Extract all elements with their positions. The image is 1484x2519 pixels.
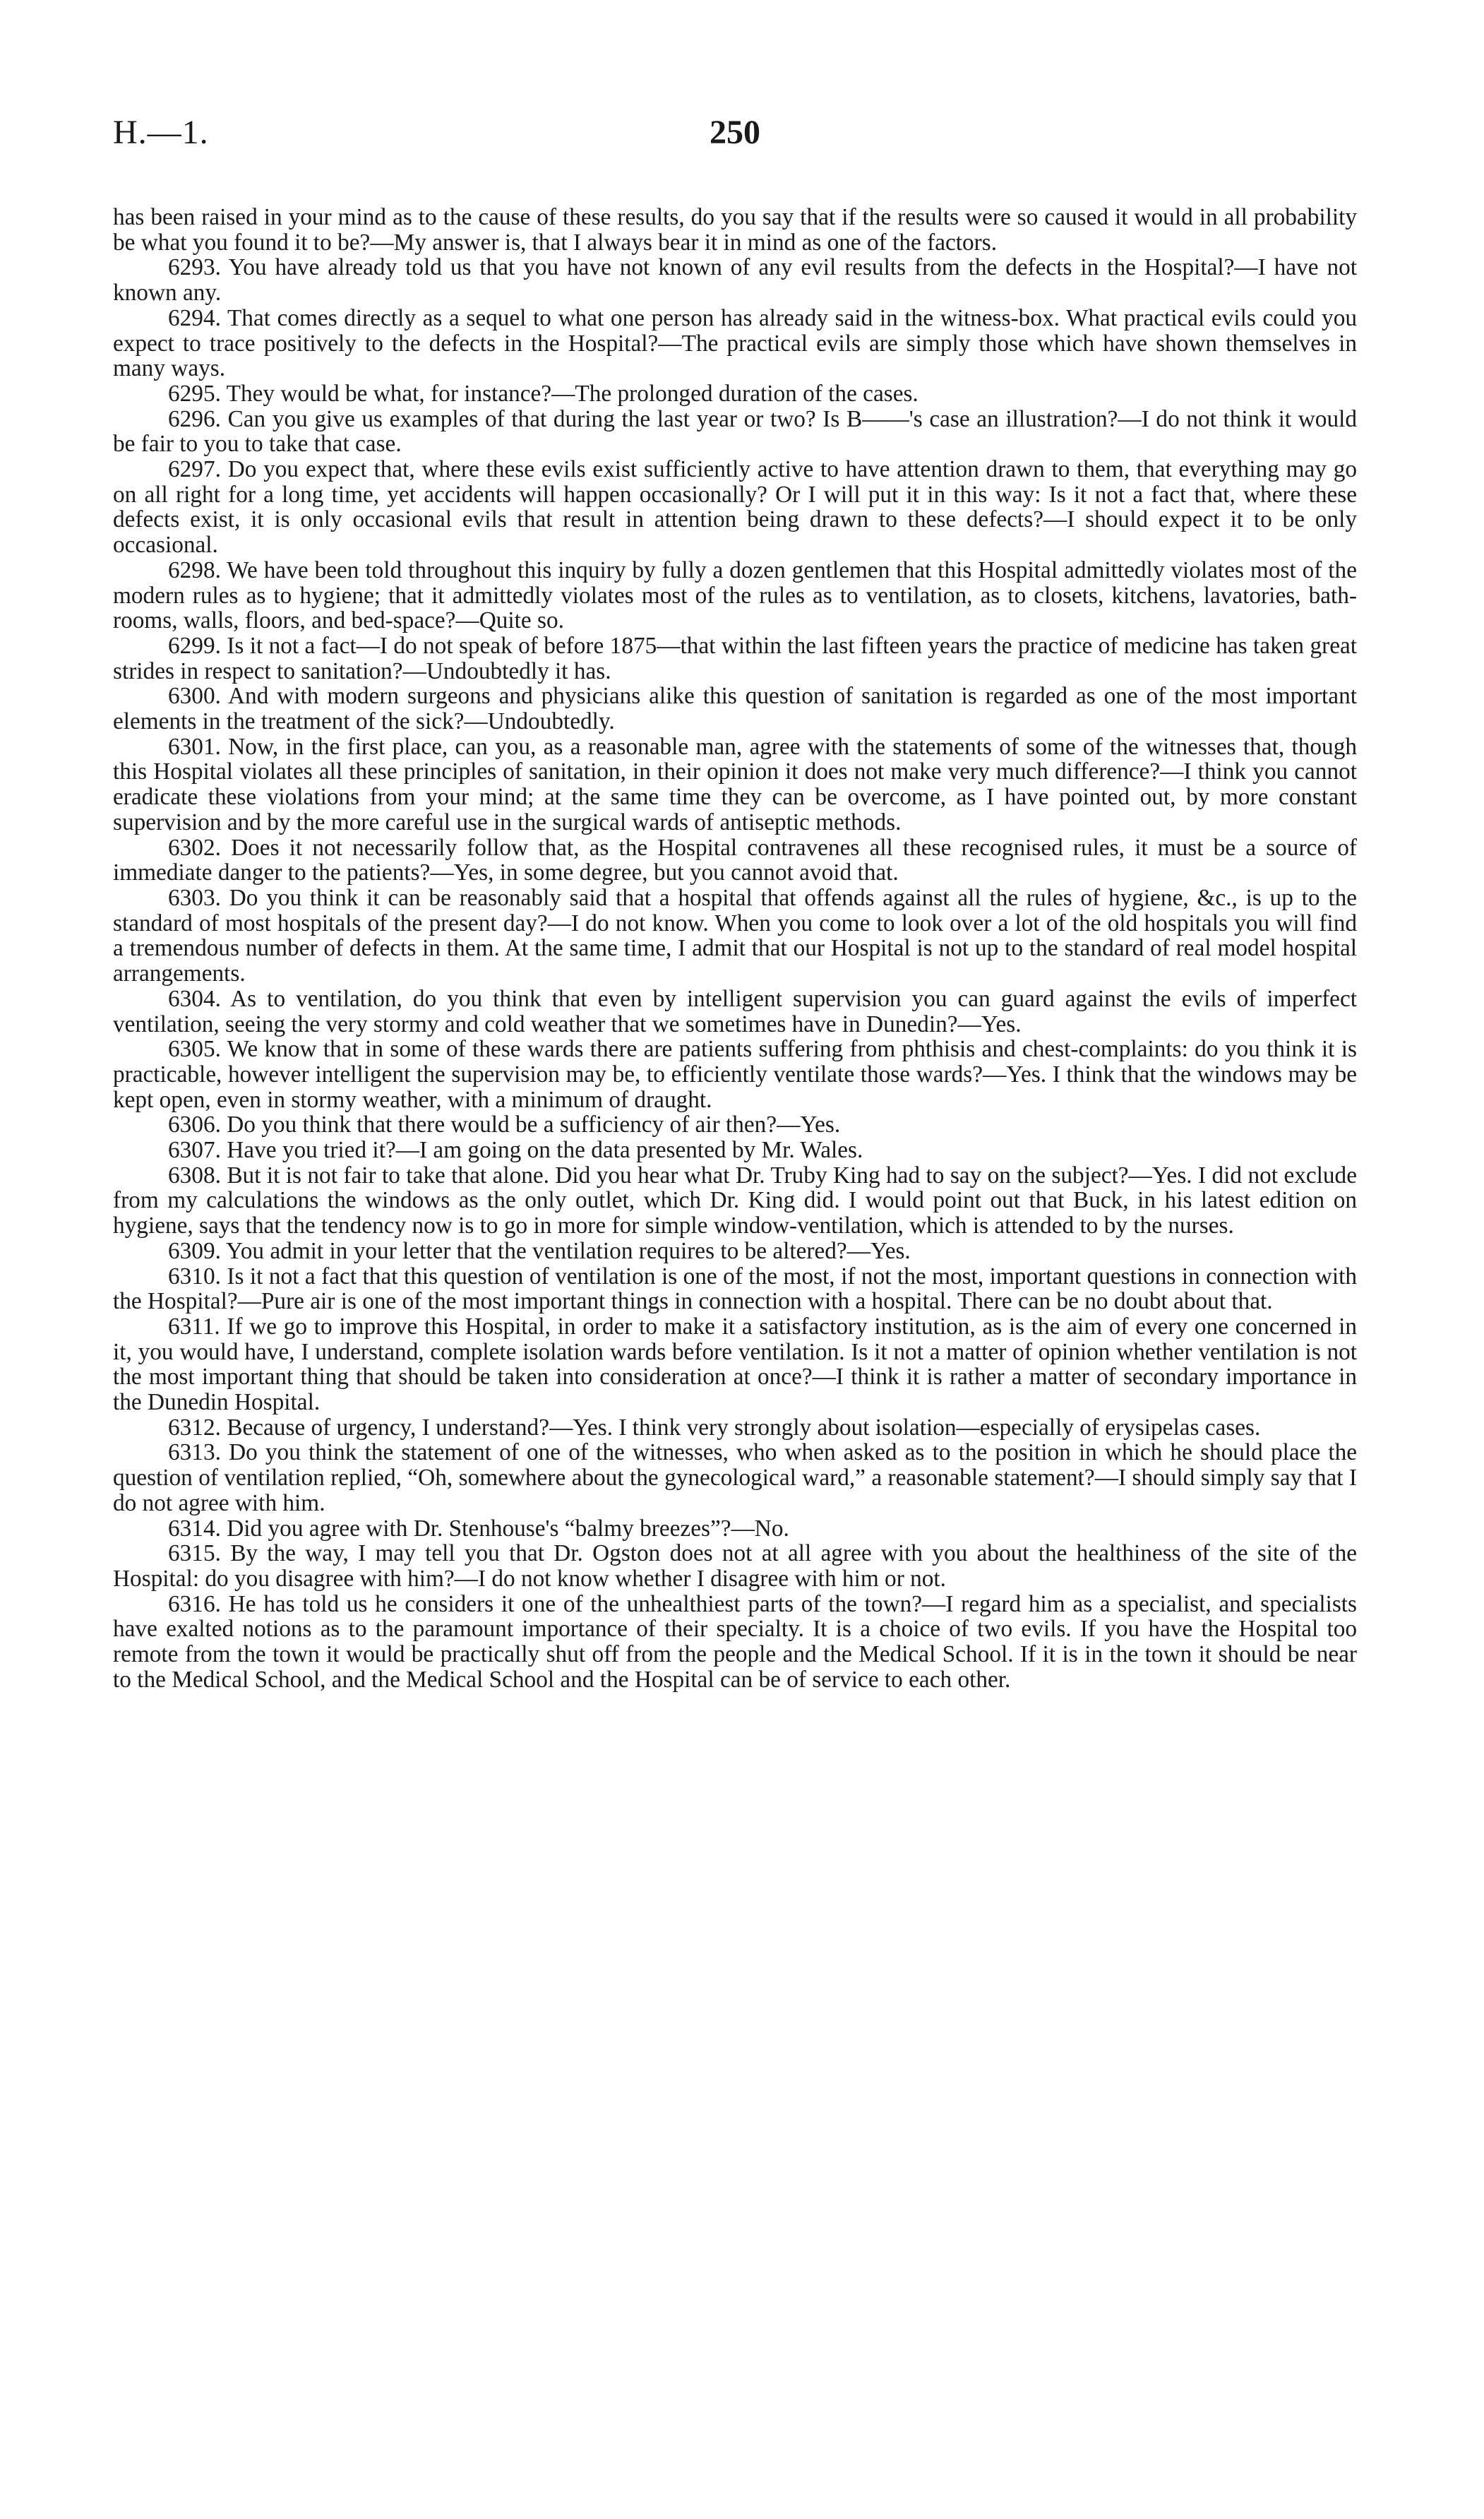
page-header [113, 113, 1357, 177]
question-number: 6299. [168, 632, 221, 659]
question-number: 6308. [168, 1162, 221, 1189]
paragraph-text: If we go to improve this Hospital, in order to make it a satisfactory institution, as is the aim of every one concerned in it, you would have, I understand, complete isolation wards before ventilation. Is it not a matter of opinion whether ventilation is not the most important thing that should be taken into consideration at once?—I think it is rather a matter of secondary importance in the Dunedin Hospital. [113, 1313, 1358, 1416]
question-6315 [113, 1541, 1357, 1591]
question-number: 6307. [168, 1137, 221, 1164]
question-number: 6311. [168, 1313, 220, 1340]
paragraph-text: That comes directly as a sequel to what one person has already said in the witness-box. What practical evils could you expect to trace positively to the defects in the Hospital?—The practical evils are simply those which have shown themselves in many ways. [113, 304, 1357, 382]
question-6294 [113, 306, 1357, 381]
question-number: 6313. [168, 1439, 221, 1466]
paragraph-text: Does it not necessarily follow that, as the Hospital contravenes all these recognised rules, it must be a source of immediate danger to the patients?—Yes, in some degree, but you cannot avoid that. [113, 834, 1358, 886]
question-number: 6302. [168, 834, 221, 861]
question-6313 [113, 1440, 1357, 1515]
paragraph-text: We know that in some of these wards there are patients suffering from phthisis and chest-complaints: do you think it is practicable, however intelligent the supervision may be, to efficiently ventilate those wards?—Yes. I think that the windows may be kept open, even in stormy weather, with a minimum of draught. [113, 1036, 1357, 1113]
question-6300 [113, 684, 1357, 734]
question-number: 6298. [168, 556, 221, 583]
paragraph-text: We have been told throughout this inquiry by fully a dozen gentlemen that this Hospital admittedly violates most of the modern rules as to hygiene; that it admittedly violates most of the rules as to ventilation, as to closets, kitchens, lavatories, bath-rooms, walls, floors, and bed-space?—Quite so. [113, 556, 1357, 634]
paragraph-text: Do you think the statement of one of the witnesses, who when asked as to the position in which he should place the question of ventilation replied, “Oh, somewhere about the gynecological ward,” a reasonable statement?—I should simply say that I do not agree with him. [113, 1439, 1357, 1516]
question-number: 6316. [168, 1590, 221, 1617]
question-number: 6293. [168, 254, 221, 281]
question-6303 [113, 886, 1357, 987]
question-6314 [113, 1516, 1357, 1542]
question-number: 6296. [168, 405, 221, 432]
question-6305 [113, 1037, 1357, 1112]
question-6297 [113, 457, 1357, 558]
paragraph-text: By the way, I may tell you that Dr. Ogston does not at all agree with you about the healthiness of the site of the Hospital: do you disagree with him?—I do not know whether I disagree with him or not. [113, 1540, 1357, 1592]
paragraph-text: He has told us he considers it one of the unhealthiest parts of the town?—I regard him as a specialist, and specialists have exalted notions as to the paramount importance of their specialty. It is a choice of two evils. If you have the Hospital too remote from the town it would be practically shut off from the people and the Medical School. If it is in the town it should be near to the Medical School, and the Medical School and the Hospital can be of service to each other. [113, 1590, 1357, 1693]
paragraph-text: Do you think it can be reasonably said that a hospital that offends against all the rules of hygiene, &c., is up to the standard of most hospitals of the present day?—I do not know. When you come to look over a lot of the old hospitals you will find a tremendous number of defects in them. At the same time, I admit that our Hospital is not up to the standard of real model hospital arrangements. [113, 884, 1357, 987]
question-6302 [113, 835, 1357, 886]
paragraph-text: Have you tried it?—I am going on the data presented by Mr. Wales. [227, 1137, 863, 1164]
question-6301 [113, 734, 1357, 835]
paragraph-text: And with modern surgeons and physicians alike this question of sanitation is regarded as one of the most important elements in the treatment of the sick?—Undoubtedly. [113, 683, 1357, 735]
paragraph-text: has been raised in your mind as to the cause of these results, do you say that if the results were so caused it would in all probability be what you found it to be?—My answer is, that I always bear it in mind as one of the factors. [113, 204, 1357, 256]
question-number: 6312. [168, 1414, 221, 1441]
question-number: 6305. [168, 1036, 221, 1063]
paragraph-text: Can you give us examples of that during the last year or two? Is B——'s case an illustration?—I do not think it would be fair to you to take that case. [113, 405, 1357, 458]
paragraph-text: As to ventilation, do you think that even by intelligent supervision you can guard against the evils of imperfect ventilation, seeing the very stormy and cold weather that we sometimes have in Dunedin?—Yes. [113, 985, 1357, 1037]
question-number: 6300. [168, 683, 221, 710]
question-number: 6294. [168, 304, 221, 331]
question-number: 6315. [168, 1540, 221, 1567]
question-number: 6303. [168, 884, 221, 911]
question-number: 6301. [168, 733, 221, 760]
question-6308 [113, 1163, 1357, 1239]
question-6304 [113, 987, 1357, 1037]
question-number: 6306. [168, 1112, 221, 1138]
paragraph-text: They would be what, for instance?—The prolonged duration of the cases. [226, 380, 918, 407]
paragraph-text: But it is not fair to take that alone. Did you hear what Dr. Truby King had to say on the subject?—Yes. I did not exclude from my calculations the windows as the only outlet, which Dr. King did. I would point out that Buck, in his latest edition on hygiene, says that the tendency now is to go in more for simple window-ventilation, which is attended to by the nurses. [113, 1162, 1357, 1239]
paragraph-text: Is it not a fact—I do not speak of before 1875—that within the last fifteen years the practice of medicine has taken great strides in respect to sanitation?—Undoubtedly it has. [113, 632, 1357, 684]
question-6310 [113, 1264, 1357, 1314]
question-6316 [113, 1592, 1357, 1693]
question-6311 [113, 1314, 1357, 1415]
question-6312 [113, 1415, 1357, 1441]
paragraph-text: Now, in the first place, can you, as a reasonable man, agree with the statements of some of the witnesses that, though this Hospital violates all these principles of sanitation, in their opinion it does not make very much difference?—I think you cannot eradicate these violations from your mind; at the same time they can be overcome, as I have pointed out, by more constant supervision and by the more careful use in the surgical wards of antiseptic methods. [113, 733, 1357, 835]
question-number: 6295. [168, 380, 221, 407]
document-code: H.—1. [113, 114, 209, 151]
question-number: 6304. [168, 985, 221, 1012]
question-6309 [113, 1239, 1357, 1264]
page-number: 250 [710, 114, 760, 151]
question-number: 6309. [168, 1237, 221, 1264]
evidence-text [113, 205, 1357, 1692]
question-number: 6314. [168, 1515, 221, 1542]
question-6306 [113, 1112, 1357, 1138]
paragraph-continued [113, 205, 1357, 255]
paragraph-text: Did you agree with Dr. Stenhouse's “balmy breezes”?—No. [227, 1515, 789, 1542]
paragraph-text: You have already told us that you have not known of any evil results from the defects in the Hospital?—I have not known any. [113, 254, 1357, 306]
paragraph-text: Do you expect that, where these evils exist sufficiently active to have attention drawn to them, that everything may go on all right for a long time, yet accidents will happen occasionally? Or I will put it in this way: Is it not a fact that, where these defects exist, it is only occasional evils that result in attention being drawn to these defects?—I should expect it to be only occasional. [113, 456, 1357, 559]
question-6295 [113, 381, 1357, 407]
question-6299 [113, 633, 1357, 684]
paragraph-text: Do you think that there would be a sufficiency of air then?—Yes. [227, 1112, 841, 1138]
paragraph-text: Because of urgency, I understand?—Yes. I think very strongly about isolation—especially of erysipelas cases. [227, 1414, 1261, 1441]
question-6296 [113, 407, 1357, 457]
question-6307 [113, 1138, 1357, 1163]
question-number: 6310. [168, 1263, 221, 1290]
question-6298 [113, 558, 1357, 633]
question-number: 6297. [168, 456, 221, 483]
paragraph-text: Is it not a fact that this question of ventilation is one of the most, if not the most, important questions in connection with the Hospital?—Pure air is one of the most important things in connection with a hospital. There can be no doubt about that. [113, 1263, 1357, 1315]
paragraph-text: You admit in your letter that the ventilation requires to be altered?—Yes. [226, 1237, 911, 1264]
question-6293 [113, 255, 1357, 305]
